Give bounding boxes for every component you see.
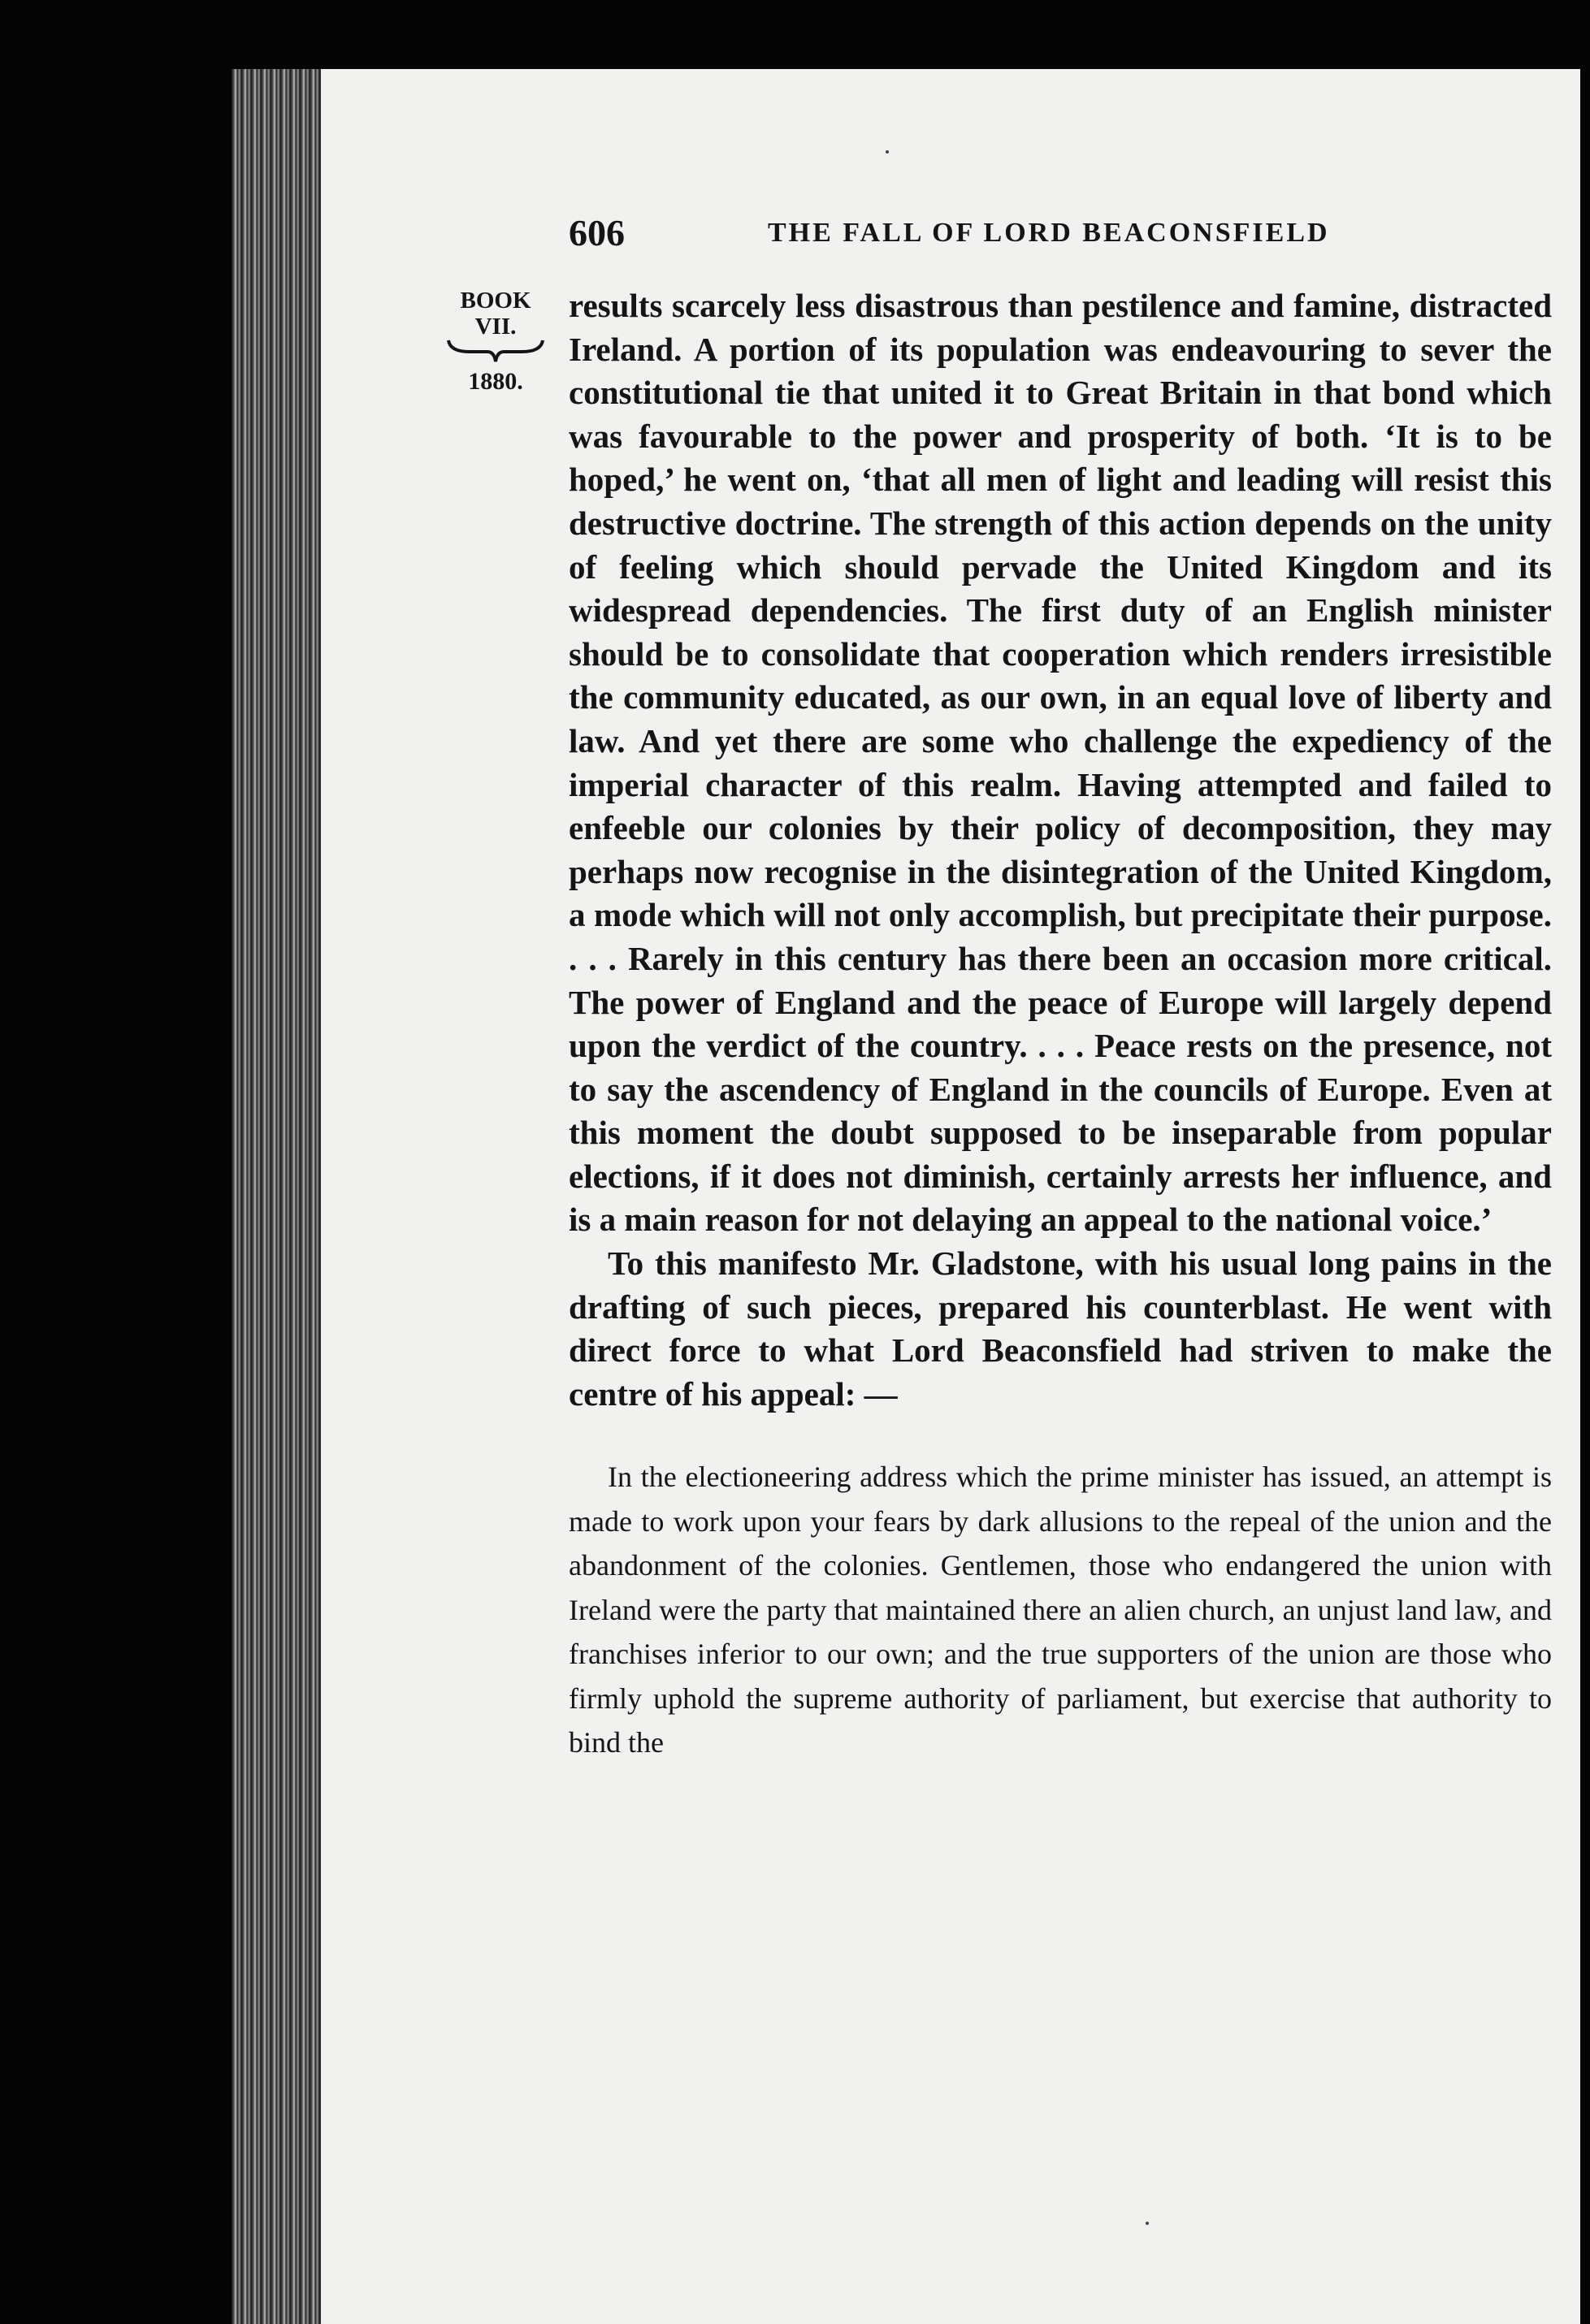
- curly-brace-icon: [445, 339, 546, 365]
- book-binding-edge: [232, 69, 329, 2324]
- body-text: [569, 284, 1552, 1765]
- margin-note-year: 1880.: [468, 368, 523, 395]
- page-header: [569, 211, 1552, 260]
- paragraph-1: results scarcely less disastrous than pestilence and famine, distracted Ireland. A portion of its population was endeavouring to sever the constitutional tie that united it to Great Britain in that bond which was favourable to the power and prosperity of both. ‘It is to be hoped,’ he went on, ‘that all men of light and leading will resist this destructive doctrine. The strength of this action depends on the unity of feeling which should pervade the United Kingdom and its widespread dependencies. The first duty of an English minister should be to consolidate that cooperation which renders irresistible the community educated, as our own, in an equal love of liberty and law. And yet there are some who challenge the expediency of the imperial character of this realm. Having attempted and failed to enfeeble our colonies by their policy of decomposition, they may perhaps now recognise in the disintegration of the United Kingdom, a mode which will not only accomplish, but precipitate their purpose. . . . Rarely in this century has there been an occasion more critical. The power of England and the peace of Europe will largely depend upon the verdict of the country. . . . Peace rests on the presence, not to say the ascendency of England in the councils of Europe. Even at this moment the doubt supposed to be inseparable from popular elections, if it does not diminish, certainly arrests her influence, and is a main reason for not delaying an appeal to the national voice.’: [569, 287, 1552, 1239]
- dust-speck: [1146, 2222, 1149, 2225]
- page-number: 606: [569, 212, 625, 253]
- quotation-block: In the electioneering address which the prime minister has issued, an attempt is made to work upon your fears by dark allusions to the repeal of the union and the abandonment of the colonies. Gentlemen, those who endangered the union with Ireland were the party that maintained there an alien church, an unjust land law, and franchises inferior to our own; and the true supporters of the union are those who firmly uphold the supreme authority of parliament, but exercise that authority to bind the: [569, 1461, 1552, 1759]
- margin-note: [443, 287, 548, 397]
- dust-speck: [886, 150, 889, 154]
- running-title: THE FALL OF LORD BEACONSFIELD: [768, 218, 1330, 248]
- paragraph-2: To this manifesto Mr. Gladstone, with his usual long pains in the drafting of such pieces, prepared his counterblast. He went with direct force to what Lord Beaconsfield had striven to make the centre of his appeal: —: [569, 1244, 1552, 1413]
- margin-note-volume: VII.: [474, 314, 517, 340]
- margin-note-book: BOOK: [460, 288, 531, 314]
